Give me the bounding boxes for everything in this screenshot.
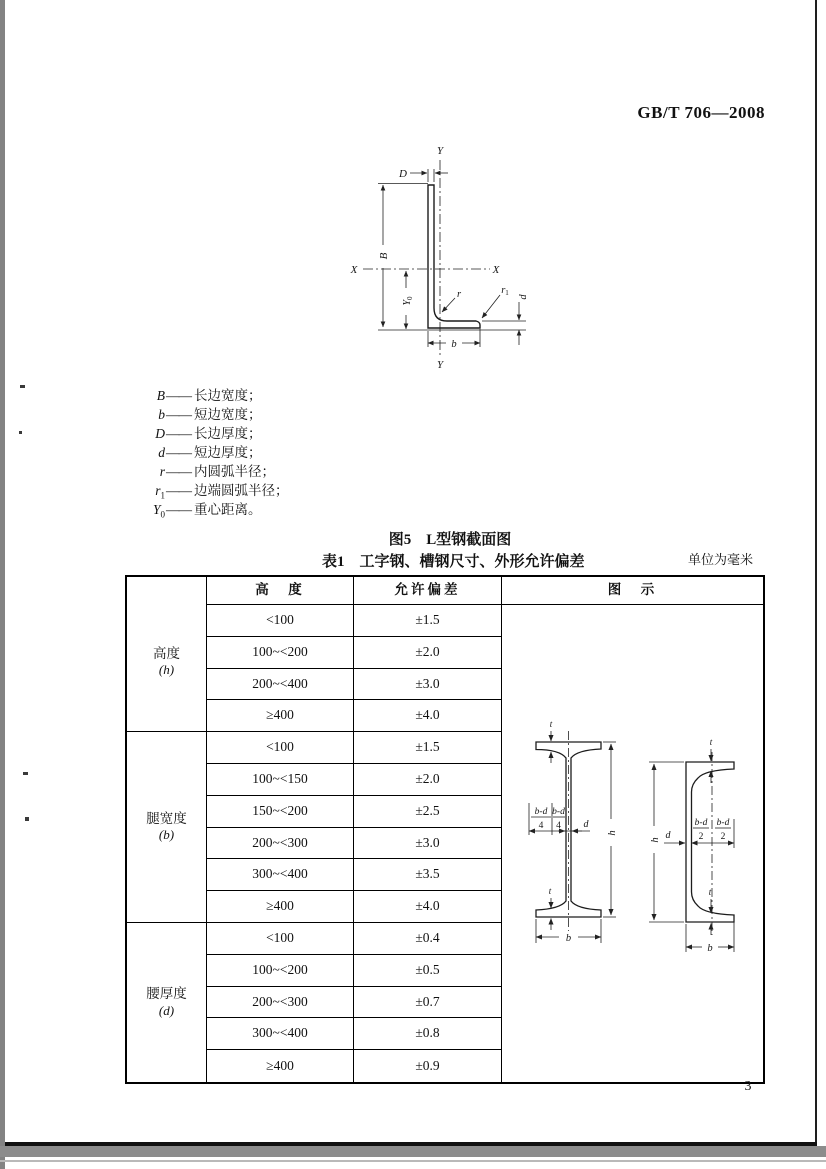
legend-item: d —— 短边厚度； xyxy=(158,445,262,460)
dev-cell: ±0.8 xyxy=(354,1018,502,1050)
header-tolerance: 允许偏差 xyxy=(354,577,502,605)
scan-bottom-band xyxy=(0,1146,826,1157)
group-height: 高度 (h) xyxy=(127,577,207,732)
figure5-legend xyxy=(133,386,289,519)
ibeam-diagram xyxy=(529,719,618,944)
ibeam-frac-den: 4 xyxy=(538,821,544,831)
scan-speckle xyxy=(23,772,28,775)
ibeam-frac-num: b-d xyxy=(534,807,548,817)
dimension-lines xyxy=(378,169,526,347)
range-cell: <100 xyxy=(207,923,354,955)
range-cell: <100 xyxy=(207,732,354,764)
dev-cell: ±4.0 xyxy=(354,891,502,923)
range-cell: 200~<300 xyxy=(207,987,354,1019)
ibeam-t-label: t xyxy=(548,886,552,896)
dev-cell: ±0.9 xyxy=(354,1050,502,1082)
dev-cell: ±0.4 xyxy=(354,923,502,955)
dim-d-label: d xyxy=(518,294,529,300)
figure5-l-section-diagram xyxy=(330,140,560,370)
axis-y-bottom-label: Y xyxy=(436,359,444,370)
scan-bottom-thin-line xyxy=(0,1160,826,1162)
legend-item: $r_1$ —— 边端圆弧半径； xyxy=(155,483,289,501)
axis-x-left-label: X xyxy=(350,264,358,276)
dim-B-label: B xyxy=(378,252,390,260)
range-cell: 300~<400 xyxy=(207,859,354,891)
range-cell: <100 xyxy=(207,605,354,637)
ibeam-b-label: b xyxy=(565,933,572,944)
section-diagrams xyxy=(502,605,763,1082)
channel-d-label: d xyxy=(665,830,671,841)
range-cell: ≥400 xyxy=(207,891,354,923)
header-illustration: 图 示 xyxy=(502,577,763,605)
legend-item: b —— 短边宽度； xyxy=(158,407,262,422)
table1 xyxy=(125,575,765,1084)
dim-y0-label: $Y_0$ xyxy=(402,296,414,306)
dev-cell: ±3.5 xyxy=(354,859,502,891)
dim-r1-label: r1 xyxy=(501,285,509,297)
scan-left-band xyxy=(0,0,5,1169)
group-waist-thickness: 腰厚度 (d) xyxy=(127,923,207,1082)
range-cell: 150~<200 xyxy=(207,796,354,828)
standard-code: GB/T 706—2008 xyxy=(637,103,765,122)
channel-frac-den: 2 xyxy=(698,832,704,842)
ibeam-t-label: t xyxy=(549,719,553,729)
range-cell: 300~<400 xyxy=(207,1018,354,1050)
dev-cell: ±1.5 xyxy=(354,605,502,637)
unit-note: 单位为毫米 xyxy=(688,552,754,567)
figure5-caption: 图5 L型钢截面图 xyxy=(388,532,512,548)
range-cell: 200~<300 xyxy=(207,828,354,860)
channel-diagram xyxy=(649,737,734,954)
channel-frac-den: 2 xyxy=(720,832,726,842)
ibeam-h-label: h xyxy=(607,830,618,836)
group-leg-width: 腿宽度 (b) xyxy=(127,732,207,923)
scan-speckle xyxy=(25,817,29,821)
dev-cell: ±3.0 xyxy=(354,669,502,701)
dev-cell: ±2.5 xyxy=(354,796,502,828)
legend-item: D —— 长边厚度； xyxy=(155,426,262,441)
dim-D-label: D xyxy=(399,168,407,180)
range-cell: 100~<150 xyxy=(207,764,354,796)
channel-h-label: h xyxy=(650,837,661,843)
l-section-outline xyxy=(428,185,480,328)
legend-item: r —— 内圆弧半径； xyxy=(159,464,275,479)
scan-speckle xyxy=(20,385,25,388)
header-dimension: 高 度 xyxy=(207,577,354,605)
range-cell: 100~<200 xyxy=(207,637,354,669)
legend-item: B —— 长边宽度； xyxy=(156,388,262,403)
range-cell: ≥400 xyxy=(207,1050,354,1082)
ibeam-frac-den: 4 xyxy=(556,821,561,831)
legend-item: $Y_0$ —— 重心距离。 xyxy=(152,502,262,520)
channel-frac-num: b-d xyxy=(716,818,730,828)
dev-cell: ±0.7 xyxy=(354,987,502,1019)
ibeam-d-label: d xyxy=(583,819,589,830)
range-cell: ≥400 xyxy=(207,700,354,732)
dev-cell: ±1.5 xyxy=(354,732,502,764)
dev-cell: ±4.0 xyxy=(354,700,502,732)
dev-cell: ±0.5 xyxy=(354,955,502,987)
dev-cell: ±2.0 xyxy=(354,764,502,796)
axis-x-right-label: X xyxy=(492,264,500,276)
dim-r-label: r xyxy=(456,289,462,300)
range-cell: 200~<400 xyxy=(207,669,354,701)
channel-frac-num: b-d xyxy=(694,818,708,828)
illustration-cell xyxy=(502,605,763,1082)
table1-caption: 表1 工字钢、槽钢尺寸、外形允许偏差 xyxy=(322,554,585,570)
ibeam-frac-num: b-d xyxy=(552,807,565,817)
channel-t-label: t xyxy=(708,887,712,897)
range-cell: 100~<200 xyxy=(207,955,354,987)
page-number: 3 xyxy=(744,1079,752,1094)
dim-b-label: b xyxy=(451,339,457,350)
dev-cell: ±3.0 xyxy=(354,828,502,860)
channel-b-label: b xyxy=(707,943,713,954)
scan-speckle xyxy=(19,431,22,434)
axis-y-top-label: Y xyxy=(436,145,444,157)
channel-t-label: t xyxy=(709,737,713,747)
scan-right-edge xyxy=(815,0,817,1146)
dev-cell: ±2.0 xyxy=(354,637,502,669)
